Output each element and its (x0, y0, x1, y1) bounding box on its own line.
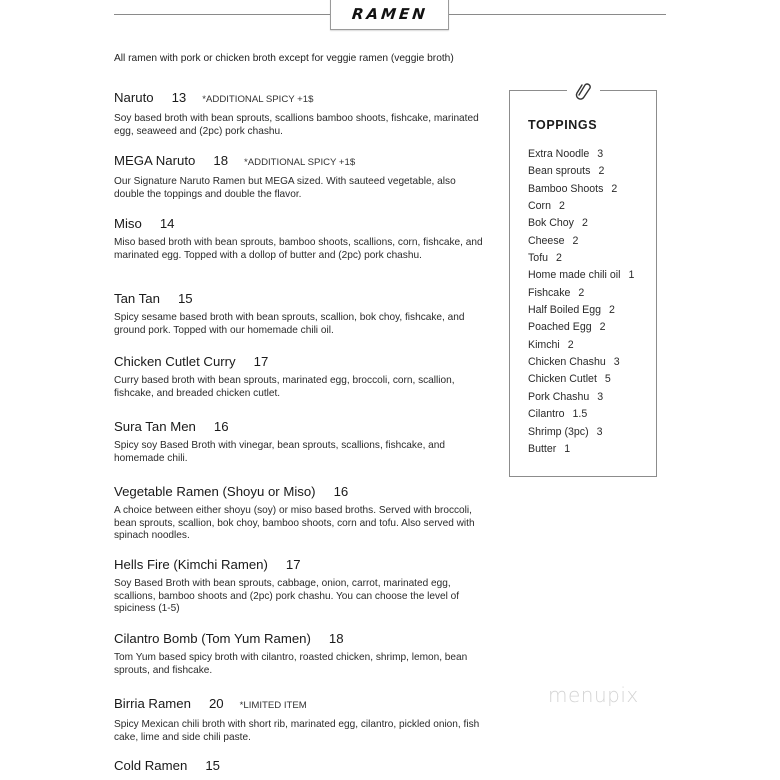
topping-item (528, 163, 634, 180)
topping-price: 2 (567, 338, 574, 351)
topping-price: 1 (628, 269, 635, 282)
topping-item (528, 319, 634, 336)
menu-item-price: 18 (328, 631, 344, 646)
topping-name: Half Boiled Egg (528, 304, 602, 317)
topping-name: Butter (528, 442, 557, 455)
topping-item (528, 285, 634, 302)
menu-item (114, 484, 484, 543)
menu-item (114, 354, 484, 400)
topping-price: 3 (597, 390, 604, 403)
topping-item (528, 267, 634, 284)
topping-name: Corn (528, 200, 551, 213)
topping-item (528, 250, 634, 267)
menu-item (114, 153, 484, 201)
menu-item-price: 20 (208, 696, 224, 711)
menu-item-description: Spicy soy Based Broth with vinegar, bean sprouts, scallions, fishcake, and homemade chili. (114, 440, 446, 464)
topping-item (528, 181, 634, 198)
toppings-list (528, 146, 634, 458)
topping-name: Bok Choy (528, 217, 574, 230)
topping-item (528, 146, 634, 163)
topping-name: Extra Noodle (528, 148, 590, 160)
topping-price: 3 (596, 425, 603, 438)
topping-price: 2 (609, 304, 615, 317)
menu-item-header (114, 354, 484, 370)
menu-item-header (114, 419, 484, 435)
topping-name: Tofu (528, 252, 549, 265)
toppings-panel (509, 90, 657, 477)
menu-item-name: Sura Tan Men (114, 419, 196, 434)
topping-price: 2 (578, 286, 585, 299)
menu-item (114, 631, 484, 677)
topping-price: 2 (581, 217, 588, 230)
menu-item-header (114, 557, 484, 573)
menu-item-price: 15 (205, 758, 220, 773)
menu-item-name: Cilantro Bomb (Tom Yum Ramen) (114, 631, 311, 646)
menu-item-price: 14 (159, 216, 175, 231)
menu-item-name: Miso (114, 216, 142, 231)
menu-item-price: 17 (285, 557, 301, 572)
menu-item-header (114, 90, 484, 108)
topping-name: Cilantro (528, 408, 565, 421)
topping-name: Fishcake (528, 286, 571, 299)
topping-item (528, 302, 634, 319)
title-rule-left (114, 14, 330, 15)
menu-item-name: Cold Ramen (114, 758, 188, 773)
topping-price: 2 (598, 165, 605, 178)
menu-item (114, 291, 484, 337)
topping-item (528, 233, 634, 250)
topping-name: Bean sprouts (528, 165, 591, 178)
topping-price: 1 (564, 442, 571, 455)
topping-item (528, 371, 634, 388)
topping-price: 2 (599, 321, 606, 334)
topping-price: 2 (572, 234, 579, 247)
menu-item-description: Miso based broth with bean sprouts, bamboo shoots, scallions, corn, fishcake, and marinated egg. Topped with a dollop of butter and (2pc) pork chashu. (114, 237, 483, 261)
topping-name: Home made chili oil (528, 269, 621, 282)
menu-item-name: Hells Fire (Kimchi Ramen) (114, 557, 268, 572)
menu-item-note: *ADDITIONAL SPICY +1$ (244, 157, 356, 168)
topping-name: Shrimp (3pc) (528, 425, 589, 438)
topping-item (528, 389, 634, 406)
topping-name: Poached Egg (528, 321, 592, 334)
topping-name: Chicken Chashu (528, 356, 606, 369)
topping-price: 3 (597, 148, 604, 160)
watermark: menupix (548, 683, 639, 707)
menu-item-description: A choice between either shoyu (soy) or miso based broths. Served with broccoli, bean sprouts, scallion, bok choy, bamboo shoots, corn and tofu. Also served with spinach noodles. (114, 505, 475, 541)
menu-item-note: *ADDITIONAL SPICY +1$ (202, 94, 314, 105)
topping-price: 3 (613, 356, 620, 369)
topping-price: 2 (558, 200, 565, 213)
broth-note: All ramen with pork or chicken broth except for veggie ramen (veggie broth) (114, 53, 454, 64)
menu-item (114, 758, 484, 779)
topping-name: Kimchi (528, 338, 560, 351)
menu-item-name: MEGA Naruto (114, 153, 196, 168)
topping-item (528, 337, 634, 354)
topping-price: 1.5 (572, 408, 588, 421)
menu-item-price: 17 (253, 354, 269, 369)
menu-item-header (114, 758, 484, 774)
menu-item-name: Tan Tan (114, 291, 160, 306)
section-title-box (330, 0, 449, 30)
topping-price: 5 (604, 373, 611, 386)
menu-item-description: Spicy sesame based broth with bean sprouts, scallion, bok choy, fishcake, and ground pork. Topped with our homemade chili oil. (114, 312, 465, 336)
menu-item-description: Our Signature Naruto Ramen but MEGA sized. With sauteed vegetable, also double the toppings and double the flavor. (114, 176, 456, 200)
topping-item (528, 441, 634, 458)
menu-item-header (114, 153, 484, 171)
menu-item-price: 15 (177, 291, 193, 306)
menu-item-name: Chicken Cutlet Curry (114, 354, 236, 369)
topping-name: Pork Chashu (528, 390, 590, 403)
section-title: RAMEN (350, 5, 429, 23)
menu-item (114, 557, 484, 616)
topping-name: Chicken Cutlet (528, 373, 597, 386)
topping-price: 2 (611, 182, 618, 195)
menu-item-header (114, 291, 484, 307)
menu-item-description: Soy based broth with bean sprouts, scallions bamboo shoots, fishcake, marinated egg, seaweed and (2pc) pork chashu. (114, 113, 479, 137)
toppings-title: TOPPINGS (528, 118, 598, 132)
menu-item-name: Vegetable Ramen (Shoyu or Miso) (114, 484, 316, 499)
menu-item-header (114, 216, 484, 232)
menu-item (114, 419, 484, 465)
menu-item-price: 13 (171, 90, 187, 105)
menu-item-price: 16 (213, 419, 229, 434)
title-rule-right (449, 14, 666, 15)
topping-name: Cheese (528, 234, 565, 247)
topping-price: 2 (556, 252, 562, 265)
menu-item-description: Soy Based Broth with bean sprouts, cabbage, onion, carrot, marinated egg, scallions, bamboo shoots and (2pc) pork chashu. You can choose the level of spiciness (1-5) (114, 578, 460, 614)
menu-item-header (114, 484, 484, 500)
topping-item (528, 424, 634, 441)
topping-item (528, 198, 634, 215)
menu-item-name: Naruto (114, 90, 154, 105)
menu-item-price: 18 (213, 153, 229, 168)
menu-item-description: Curry based broth with bean sprouts, marinated egg, broccoli, corn, scallion, fishcake, and breaded chicken cutlet. (114, 375, 455, 399)
menu-item-name: Birria Ramen (114, 696, 191, 711)
menu-item-header (114, 696, 494, 714)
menu-item-header (114, 631, 484, 647)
topping-item (528, 406, 634, 423)
menu-item-description: Spicy Mexican chili broth with short rib, marinated egg, cilantro, pickled onion, fish cake, lime and side chili paste. (114, 719, 480, 743)
topping-item (528, 215, 634, 232)
menu-item (114, 216, 484, 262)
menu-item (114, 90, 484, 138)
menu-item (114, 696, 494, 744)
menu-item-note: *LIMITED ITEM (239, 700, 307, 711)
topping-item (528, 354, 634, 371)
paperclip-icon (573, 81, 593, 101)
menu-item-description: Tom Yum based spicy broth with cilantro, roasted chicken, shrimp, lemon, bean sprouts, and fishcake. (114, 652, 468, 676)
topping-name: Bamboo Shoots (528, 182, 604, 195)
menu-item-price: 16 (333, 484, 349, 499)
